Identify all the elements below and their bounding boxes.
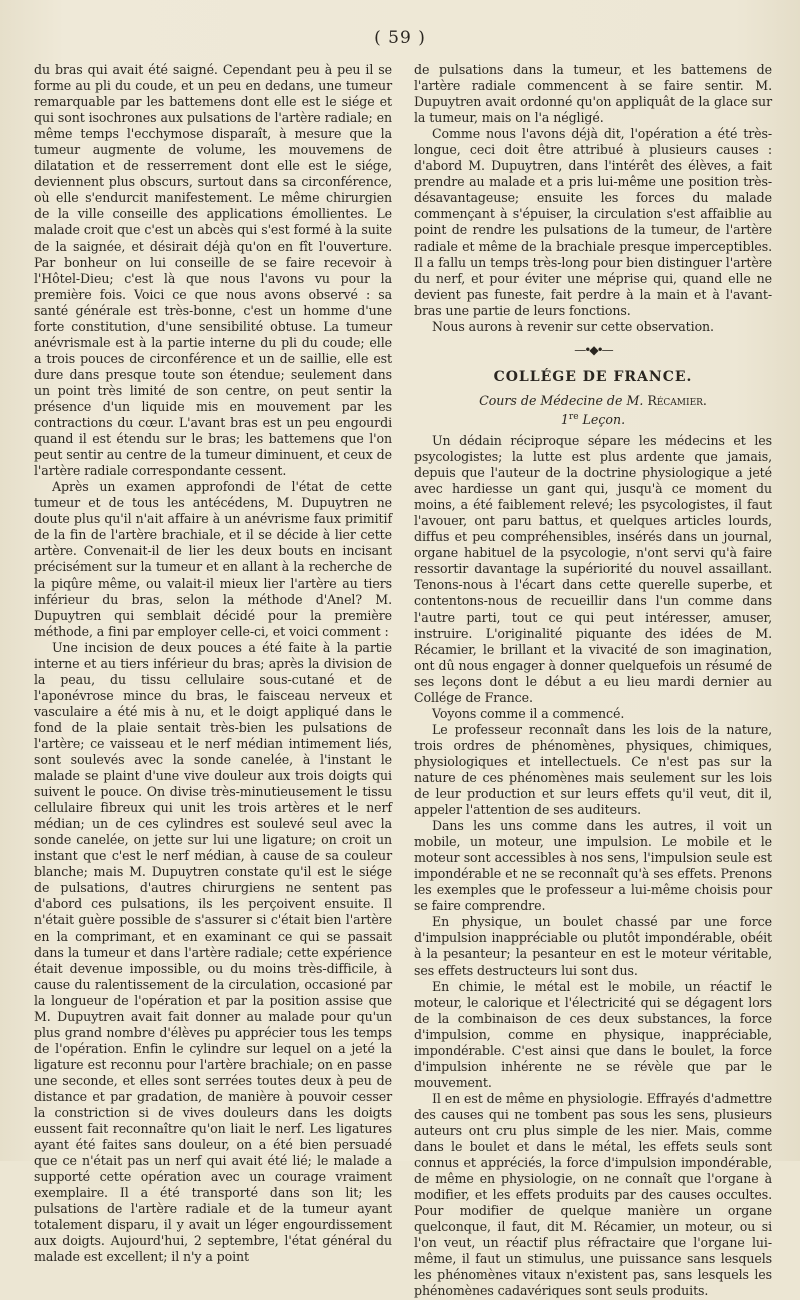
paragraph: Dans les uns comme dans les autres, il voit un mobile, un moteur, une impulsion. Le mobile et le moteur sont accessibles à nos sens, l'impulsion seule est impondérable et ne se reconnaît qu'à ses effets. Prenons les exemples que le professeur a lui-même choisis pour se faire comprendre.	[414, 818, 772, 914]
section-divider: —•◆•—	[574, 342, 612, 357]
lecon-number: 1	[560, 411, 569, 427]
paragraph: En chimie, le métal est le mobile, un réactif le moteur, le calorique et l'électricité qui se dégagent lors de la combinaison de ces deux substances, la force d'impulsion, comme en physique, inappréciable, impondérable. C'est ainsi que dans le boulet, la force d'impulsion inhérente ne se révèle que par le mouvement.	[414, 978, 772, 1090]
lecon-heading	[414, 412, 772, 427]
paragraph: Comme nous l'avons déjà dit, l'opération a été très-longue, ceci doit être attribué à plusieurs causes : d'abord M. Dupuytren, dans l'intérêt des élèves, a fait prendre au malade et a pris lui-même une position très-désavantageuse; ensuite les forces du malade commençant à s'épuiser, la circulation s'est affaiblie au point de rendre les pulsations de la tumeur, de l'artère radiale et même de la brachiale presque imperceptibles. Il a fallu un temps très-long pour bien distinguer l'artère du nerf, et pour éviter une méprise qui, quand elle ne devient pas funeste, fait perdre à la main et à l'avant-bras une partie de leurs fonctions.	[414, 126, 772, 318]
course-professor: Récamier.	[647, 392, 707, 408]
paragraph: Il en est de même en physiologie. Effrayés d'admettre des causes qui ne tombent pas sous les sens, plusieurs auteurs ont cru plus simple de les nier. Mais, comme dans le boulet et dans le métal, les effets seuls sont connus et appréciés, la force d'impulsion impondérable, de même en physiologie, on ne connaît que l'organe à modifier, et les effets produits par des causes occultes. Pour modifier de quelque manière un organe quelconque, il faut, dit M. Récamier, un moteur, ou si l'on veut, un réactif plus réfractaire que l'organe lui-même, il faut un stimulus, une puissance sans lesquels les phénomènes vitaux n'existent pas, sans lesquels les phénomènes cadavériques sont seuls produits.	[414, 1090, 772, 1299]
paragraph: En physique, un boulet chassé par une force d'impulsion inappréciable ou plutôt impondérable, obéit à la pesanteur; la pesanteur en est le moteur véritable, ses effets destructeurs lui sont dus.	[414, 914, 772, 978]
paragraph: Une incision de deux pouces a été faite à la partie interne et au tiers inférieur du bras; après la division de la peau, du tissu cellulaire sous-cutané et de l'aponévrose mince du bras, le faisceau nerveux et vasculaire a été mis à nu, et le doigt appliqué dans le fond de la plaie sentait très-bien les pulsations de l'artère; ce vaisseau et le nerf médian intimement liés, sont soulevés avec la sonde canelée, à l'instant le malade se plaint d'une vive douleur aux trois doigts qui suivent le pouce. On divise très-minutieusement le tissu cellulaire fibreux qui unit les trois artères et le nerf médian; un de ces cylindres est soulevé seul avec la sonde canelée, on jette sur lui une ligature; on croit un instant que c'est le nerf médian, à cause de sa couleur blanche; mais M. Dupuytren constate qu'il est le siége de pulsations, d'autres chirurgiens ne sentent pas d'abord ces pulsations, ils les perçoivent ensuite. Il n'était guère possible de s'assurer si c'était bien l'artère en la comprimant, et en examinant ce qui se passait dans la tumeur et dans l'artère radiale; cette expérience était devenue impossible, ou du moins très-difficile, à cause du ralentissement de la circulation, occasioné par la longueur de l'opération et par la position assise que M. Dupuytren avait fait donner au malade pour qu'un plus grand nombre d'élèves pu apprécier tous les temps de l'opération. Enfin le cylindre sur lequel on a jeté la ligature est reconnu pour l'artère brachiale; on en passe une seconde, et elles sont serrées toutes deux à peu de distance et par gradation, de manière à pouvoir cesser la constriction si de vives douleurs dans les doigts eussent fait reconnaître qu'on liait le nerf. Les ligatures ayant été faites sans douleur, on a été bien persuadé que ce n'était pas un nerf qui avait été lié; le malade a supporté cette opération avec un courage vraiment exemplaire. Il a été transporté dans son lit; les pulsations de l'artère radiale et de la tumeur ayant totalement disparu, il y avait un léger engourdissement aux doigts. Aujourd'hui, 2 septembre, l'état général du malade est excellent; il n'y a point	[34, 639, 392, 1265]
page-number: ( 59 )	[374, 28, 426, 48]
lecon-superscript: re	[568, 411, 579, 422]
text-columns	[34, 62, 772, 1300]
section-title: COLLÉGE DE FRANCE.	[493, 368, 693, 385]
course-prefix: Cours de Médecine de M.	[479, 392, 644, 408]
lecon-word: Leçon.	[582, 411, 626, 427]
paragraph: Voyons comme il a commencé.	[432, 705, 625, 721]
paragraph: Un dédain réciproque sépare les médecins et les psycologistes; la lutte est plus ardente que jamais, depuis que l'auteur de la doctrine physiologique a jeté avec hardiesse un gant qui, jusqu'à ce moment du moins, a été faiblement relevé; les psycologistes, il faut l'avouer, ont paru battus, et quelques articles lourds, diffus et peu compréhensibles, insérés dans un journal, organe habituel de la psycologie, n'ont servi qu'à faire ressortir davantage la supériorité du nouvel assaillant. Tenons-nous à l'écart dans cette querelle superbe, et contentons-nous de recueillir dans l'un comme dans l'autre parti, tout ce qui peut intéresser, amuser, instruire. L'originalité piquante des idées de M. Récamier, le brillant et la vivacité de son imagination, ont dû nous engager à donner quelquefois un résumé de ses leçons dont le début a eu lieu mardi dernier au Collége de France.	[414, 432, 772, 705]
paragraph: de pulsations dans la tumeur, et les battemens de l'artère radiale commencent à se faire sentir. M. Dupuytren avait ordonné qu'on appliquât de la glace sur la tumeur, mais on l'a négligé.	[414, 62, 772, 126]
paragraph: Après un examen approfondi de l'état de cette tumeur et de tous les antécédens, M. Dupuytren ne doute plus qu'il n'ait affaire à un anévrisme faux primitif de la fin de l'artère brachiale, et il se décide à lier cette artère. Convenait-il de lier les deux bouts en incisant précisément sur la tumeur et en allant à la recherche de la piqûre même, ou valait-il mieux lier l'artère au tiers inférieur du bras, selon la méthode d'Anel? M. Dupuytren qui semblait décidé pour la première méthode, a fini par employer celle-ci, et voici comment :	[34, 479, 392, 639]
paragraph: Nous aurons à revenir sur cette observation.	[432, 318, 714, 334]
left-column	[34, 62, 392, 1300]
right-column	[414, 62, 772, 1300]
paragraph: du bras qui avait été saigné. Cependant peu à peu il se forme au pli du coude, et un peu en dedans, une tumeur remarquable par les battemens dont elle est le siége et qui sont isochrones aux pulsations de l'artère radiale; en même temps l'ecchymose disparaît, à mesure que la tumeur augmente de volume, les mouvemens de dilatation et de resserrement dont elle est le siége, deviennent plus obscurs, surtout dans sa circonférence, où elle s'endurcit manifestement. Le même chirurgien de la ville conseille des applications émollientes. Le malade croit que c'est un abcès qui s'est formé à la suite de la saignée, et désirait déjà qu'on en fît l'ouverture. Par bonheur on lui conseille de se faire recevoir à l'Hôtel-Dieu; c'est là que nous l'avons vu pour la première fois. Voici ce que nous avons observé : sa santé générale est très-bonne, c'est un homme d'une forte constitution, d'une sensibilité obtuse. La tumeur anévrismale est à la partie interne du pli du coude; elle a trois pouces de circonférence et un de saillie, elle est dure dans presque toute son étendue; seulement dans un point très limité de son centre, on peut sentir la présence d'un liquide mis en mouvement par les contractions du cœur. L'avant bras est un peu engourdi quand il est étendu sur le bras; les battemens que l'on peut sentir au centre de la tumeur diminuent, et ceux de l'artère radiale correspondante cessent.	[34, 62, 392, 479]
paragraph: Le professeur reconnaît dans les lois de la nature, trois ordres de phénomènes, physiques, chimiques, physiologiques et intellectuels. Ce n'est pas sur la nature de ces phénomènes mais seulement sur les lois de leur production et sur leurs effets qu'il veut, dit il, appeler l'attention de ses auditeurs.	[414, 721, 772, 818]
course-heading	[414, 393, 772, 408]
